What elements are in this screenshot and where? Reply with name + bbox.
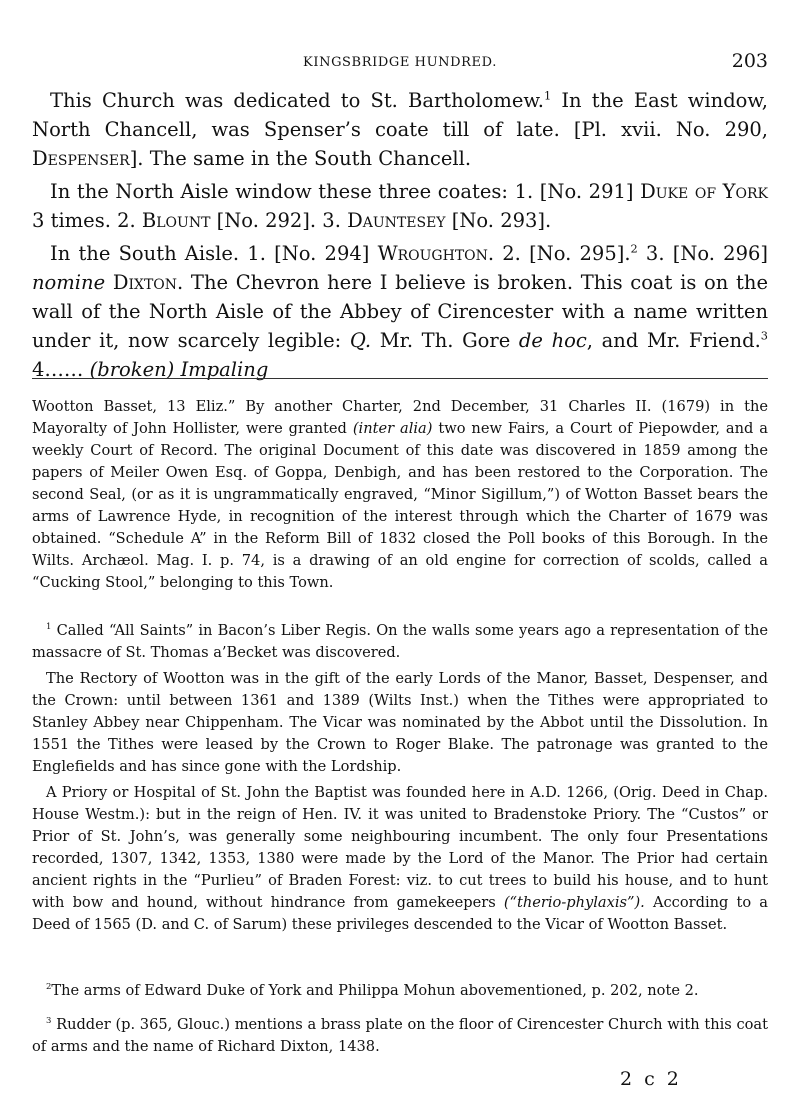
phrase-therio-phylaxis: (“therio-phylaxis”). bbox=[503, 894, 645, 911]
phrase-inter-alia: (inter alia) bbox=[352, 420, 433, 437]
paragraph-south-aisle: In the South Aisle. 1. [No. 294] Wroughton. 2. [No. 295].$^2$ 3. [No. 296] nomine Dixton. The Chevron here I believe is broken. This coat is on the wall of the North Aisle of the Abbey of Cirencester with a name written under it, now scarcely legible: Q. Mr. Th. Gore de hoc, and Mr. Friend.$^3$ 4…… (broken) Impaling bbox=[32, 242, 768, 381]
footnote-1-para-2: The Rectory of Wootton was in the gift of the early Lords of the Manor, Basset, Despenser, and the Crown: until between 1361 and 1389 (Wilts Inst.) when the Tithes were appropriated to Stanley Abbey near Chippenham. The Vicar was nominated by the Abbot until the Dissolution. In 1551 the Tithes were leased by the Crown to Roger Blake. The patronage was granted to the Englefields and has since gone with the Lordship. bbox=[32, 670, 768, 775]
footnote-1-para-3: A Priory or Hospital of St. John the Baptist was founded here in A.D. 1266, (Orig. Deed in Chap. House Westm.): but in the reign of Hen. IV. it was united to Bradenstoke Priory. The “Custos” or Prior of St. John’s, was generally some neighbouring incumbent. The only four Presentations recorded, 1307, 1342, 1353, 1380 were made by the Lord of the Manor. The Prior had certain ancient rights in the “Purlieu” of Braden Forest: viz. to cut trees to build his house, and to hunt with bow and hound, without hindrance from gamekeepers (“therio-phylaxis”). According to a Deed of 1565 (D. and C. of Sarum) these privileges descended to the Vicar of Wootton Basset. bbox=[32, 784, 768, 933]
phrase-de-hoc: de hoc bbox=[518, 329, 587, 352]
running-title: KINGSBRIDGE HUNDRED. bbox=[303, 55, 497, 70]
footnote-continuation: Wootton Basset, 13 Eliz.” By another Charter, 2nd December, 31 Charles II. (1679) in the Mayoralty of John Hollister, were granted (inter alia) two new Fairs, a Court of Piepowder, and a weekly Court of Record. The original Document of this date was discovered in 1859 among the papers of Meiler Owen Esq. of Goppa, Denbigh, and has been restored to the Corporation. The second Seal, (or as it is ungrammatically engraved, “Minor Sigillum,”) of Wotton Basset bears the arms of Lawrence Hyde, in recognition of the interest through which the Charter of 1679 was obtained. “Schedule A” in the Reform Bill of 1832 closed the Poll books of this Borough. In the Wilts. Archæol. Mag. I. p. 74, is a drawing of an old engine for correction of scolds, called a “Cucking Stool,” belonging to this Town. bbox=[32, 398, 768, 591]
page-number: 203 bbox=[731, 50, 768, 72]
footnote-ref-1: 1 bbox=[544, 89, 552, 103]
footnote-1-marker: 1 bbox=[46, 621, 52, 632]
query-mark: Q. bbox=[349, 329, 372, 352]
footnote-ref-2: 2 bbox=[630, 242, 638, 256]
footnote-3-marker: 3 bbox=[46, 1015, 52, 1026]
name-dixton: Dixton bbox=[112, 271, 178, 294]
running-head bbox=[32, 50, 768, 74]
main-text bbox=[32, 86, 768, 388]
footnote-1 bbox=[32, 620, 768, 936]
footnote-ref-3: 3 bbox=[760, 329, 768, 343]
paragraph-north-aisle: In the North Aisle window these three coates: 1. [No. 291] Duke of York 3 times. 2. Blount [No. 292]. 3. Dauntesey [No. 293]. bbox=[32, 180, 768, 232]
name-wroughton: Wroughton bbox=[377, 242, 488, 265]
word-nomine: nomine bbox=[32, 271, 106, 294]
footnote-rule bbox=[32, 378, 768, 379]
signature-mark: 2 c 2 bbox=[620, 1068, 682, 1090]
name-despenser: Despenser bbox=[32, 147, 130, 170]
paragraph-dedication: This Church was dedicated to St. Bartholomew.$^1$ In the East window, North Chancell, was Spenser’s coate till of late. [Pl. xvii. No. 290, Despenser]. The same in the South Chancell. bbox=[32, 89, 769, 170]
name-duke-of-york: Duke of York bbox=[640, 180, 768, 203]
footnote-1-para-1: $^1$ Called “All Saints” in Bacon’s Liber Regis. On the walls some years ago a representation of the massacre of St. Thomas a’Becket was discovered. bbox=[32, 621, 768, 661]
footnote-2-marker: 2 bbox=[46, 981, 52, 992]
footnote-2: $^2$The arms of Edward Duke of York and Philippa Mohun abovementioned, p. 202, note 2. bbox=[46, 981, 699, 999]
name-dauntesey: Dauntesey bbox=[347, 209, 446, 232]
name-blount: Blount bbox=[141, 209, 211, 232]
footnote-3: $^3$ Rudder (p. 365, Glouc.) mentions a brass plate on the floor of Cirencester Church with this coat of arms and the name of Richard Dixton, 1438. bbox=[32, 1015, 768, 1055]
phrase-broken-impaling: (broken) Impaling bbox=[89, 358, 269, 381]
